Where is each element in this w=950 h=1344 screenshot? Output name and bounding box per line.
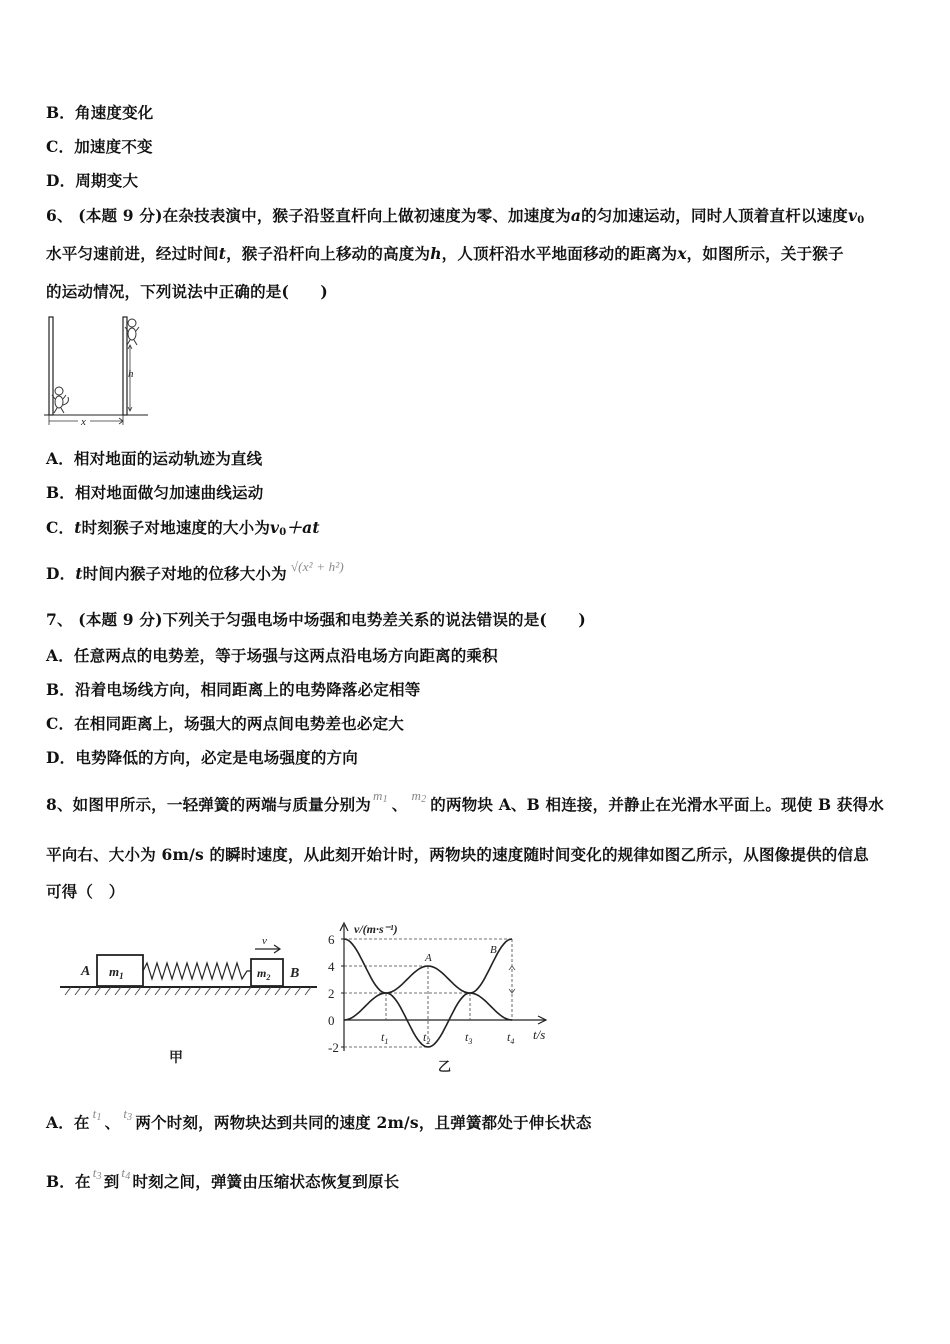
monkey-bottom-icon — [52, 387, 68, 413]
q6-option-c: C．t时刻猴子对地速度的大小为$v_0+at$ — [46, 518, 320, 538]
spring-blocks-figure — [55, 935, 325, 1075]
block-m2-label: $m_2$ — [257, 966, 271, 982]
block-m1-label: $m_1$ — [109, 964, 124, 981]
q6-stem-line1: 6、 (本题 9 分)在杂技表演中，猴子沿竖直杆向上做初速度为零、加速度为a的匀加速运动，同时人顶着直杆以速度$v_0$ — [46, 206, 865, 226]
q8-stem-line3: 可得（ ） — [46, 882, 125, 901]
label-B: B — [290, 966, 300, 981]
velocity-label: v — [262, 935, 267, 947]
y-tick-label: 4 — [328, 959, 335, 974]
monkey-pole-figure — [44, 313, 156, 431]
y-tick-label: 2 — [328, 986, 335, 1001]
pole-right — [123, 317, 127, 415]
ground-hatching — [65, 987, 311, 995]
q5-option-d: D．周期变大 — [46, 171, 139, 190]
series-B-label: B — [490, 944, 497, 956]
q6-stem-line2: 水平匀速前进，经过时间t，猴子沿杆向上移动的高度为h，人顶杆沿水平地面移动的距离为x，如图所示，关于猴子 — [46, 244, 844, 263]
q6-option-a: A．相对地面的运动轨迹为直线 — [46, 449, 263, 468]
caption-jia: 甲 — [169, 1051, 183, 1066]
x-tick-label: $t_2$ — [423, 1030, 431, 1046]
y-axis-label: v/(m·s⁻¹) — [354, 922, 398, 936]
x-tick-label: $t_3$ — [465, 1030, 473, 1046]
y-tick-label: 0 — [328, 1013, 335, 1028]
x-axis-label: t/s — [533, 1027, 546, 1042]
x-label: x — [81, 416, 86, 428]
label-A: A — [81, 964, 91, 979]
x-tick-label: $t_4$ — [507, 1030, 515, 1046]
h-label: h — [128, 368, 134, 380]
series-A-label: A — [425, 952, 432, 964]
q7-option-a: A．任意两点的电势差，等于场强与这两点沿电场方向距离的乘积 — [46, 646, 498, 665]
y-tick-label: -2 — [328, 1040, 339, 1055]
q6-option-b: B．相对地面做匀加速曲线运动 — [46, 483, 264, 502]
q8-stem-line1: 8、如图甲所示，一轻弹簧的两端与质量分别为 $^{m_1}$ 、 $^{m_2}$ 的两物块 A、B 相连接，并静止在光滑水平面上。现使 B 获得水 — [46, 788, 885, 814]
q7-option-b: B．沿着电场线方向，相同距离上的电势降落必定相等 — [46, 680, 421, 699]
pole-left — [49, 317, 53, 415]
q7-option-c: C．在相同距离上，场强大的两点间电势差也必定大 — [46, 714, 404, 733]
q8-option-b: B．在 $^{t_3}$ 到 $^{t_4}$ 时刻之间，弹簧由压缩状态恢复到原长 — [46, 1165, 400, 1191]
y-tick-label: 6 — [328, 932, 335, 947]
q6-option-d: D．t时间内猴子对地的位移大小为 $^{√(x^2 + h^2)}$ — [46, 559, 344, 583]
q7-option-d: D．电势降低的方向，必定是电场强度的方向 — [46, 748, 358, 767]
q5-option-c: C．加速度不变 — [46, 137, 153, 156]
q8-option-a: A．在 $^{t_1}$ 、 $^{t_3}$ 两个时刻，两物块达到共同的速度 2m/s，且弹簧都处于伸长状态 — [46, 1106, 592, 1132]
sqrt-expression: √(x² + h²) — [290, 559, 344, 574]
x-tick-label: $t_1$ — [381, 1030, 389, 1046]
q7-stem: 7、 (本题 9 分)下列关于匀强电场中场强和电势差关系的说法错误的是( ) — [46, 610, 586, 629]
spring — [143, 963, 251, 979]
q8-stem-line2: 平向右、大小为 6m/s 的瞬时速度，从此刻开始计时，两物块的速度随时间变化的规律如图乙所示，从图像提供的信息 — [46, 845, 869, 864]
q5-option-b: B．角速度变化 — [46, 103, 154, 122]
q6-stem-line3: 的运动情况，下列说法中正确的是( ) — [46, 282, 328, 301]
velocity-time-chart — [316, 915, 566, 1080]
caption-yi: 乙 — [438, 1059, 452, 1074]
